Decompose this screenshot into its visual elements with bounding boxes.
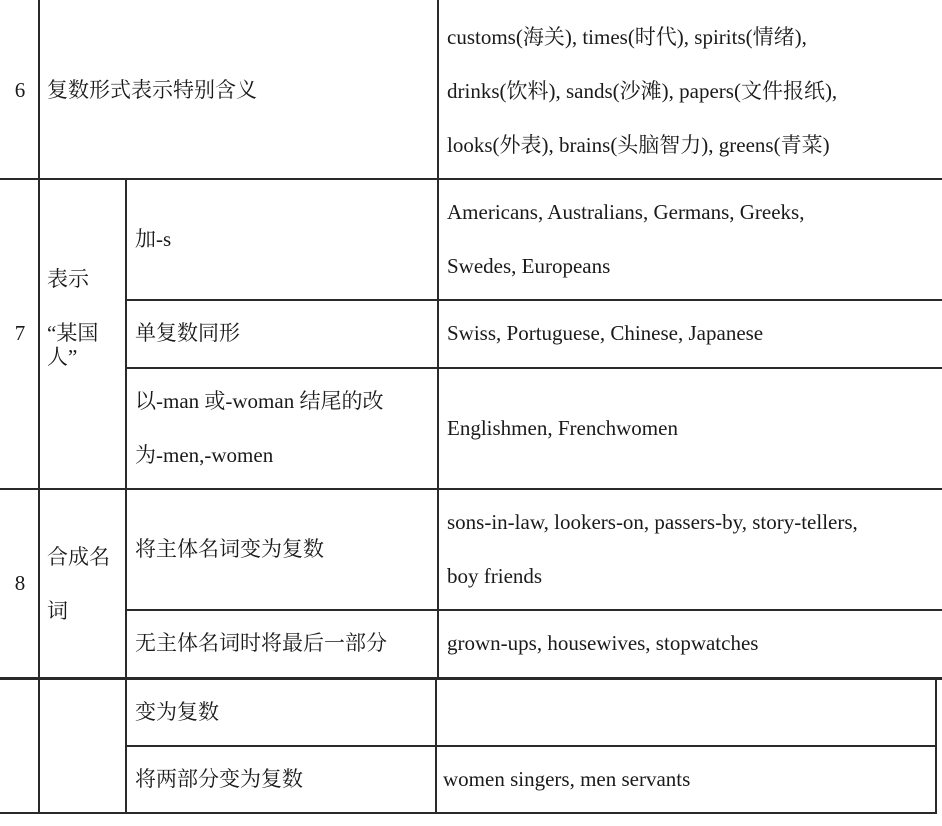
category-line: 合成名 [47, 545, 110, 569]
example-line: boy friends [447, 564, 543, 588]
grid-line [125, 299, 942, 301]
category-cell [47, 252, 98, 384]
row-number: 8 [14, 571, 26, 595]
rule-line: 无主体名词时将最后一部分 [135, 631, 387, 655]
examples-cell [447, 616, 758, 670]
example-line: drinks(饮料), sands(沙滩), papers(文件报纸), [447, 79, 838, 103]
grid-line [38, 679, 40, 814]
rule-line: 将两部分变为复数 [135, 767, 303, 791]
example-line: Englishmen, Frenchwomen [447, 416, 678, 440]
example-line: sons-in-law, lookers-on, passers-by, story-tellers, [447, 510, 858, 534]
rule-line: 单复数同形 [135, 321, 240, 345]
rule-line: 将主体名词变为复数 [135, 537, 324, 561]
rule-cell [135, 752, 303, 806]
rule-cell [135, 685, 219, 739]
example-line: looks(外表), brains(头脑智力), greens(青菜) [447, 133, 830, 157]
rule-label: 复数形式表示特别含义 [47, 78, 257, 102]
grid-line [0, 812, 937, 814]
grid-line [437, 0, 439, 679]
category-line: 词 [47, 599, 68, 623]
category-line: 人” [47, 345, 78, 369]
grid-line [0, 677, 942, 680]
examples-cell [443, 752, 690, 806]
category-line: “某国 [47, 321, 99, 345]
examples-cell [447, 495, 858, 603]
example-line: grown-ups, housewives, stopwatches [447, 631, 759, 655]
grid-line [935, 679, 937, 814]
grid-line [125, 609, 942, 611]
examples-cell [447, 10, 837, 172]
rule-line: 为-men,-women [135, 443, 274, 467]
category-line: 表示 [47, 267, 89, 291]
rule-line: 加-s [135, 227, 172, 251]
rule-cell [135, 616, 387, 670]
example-line: women singers, men servants [443, 767, 691, 791]
examples-cell [447, 185, 804, 293]
rule-cell [135, 374, 383, 482]
rule-cell [135, 306, 240, 360]
grid-line [125, 745, 937, 747]
example-line: Swedes, Europeans [447, 254, 611, 278]
example-line: customs(海关), times(时代), spirits(情绪), [447, 25, 807, 49]
examples-cell [447, 401, 678, 455]
rule-line: 以-man 或-woman 结尾的改 [135, 389, 384, 413]
row-number: 6 [14, 78, 26, 102]
rule-line: 变为复数 [135, 700, 219, 724]
category-cell [47, 530, 110, 638]
grid-line [0, 488, 942, 490]
row-number: 7 [14, 321, 26, 345]
grid-line [125, 178, 127, 678]
examples-cell [447, 306, 763, 360]
rule-cell [135, 522, 324, 576]
example-line: Swiss, Portuguese, Chinese, Japanese [447, 321, 764, 345]
rule-cell [135, 212, 171, 266]
grid-line [0, 178, 942, 180]
grid-line [435, 679, 437, 814]
grid-line [125, 679, 127, 814]
grid-line [125, 367, 942, 369]
example-line: Americans, Australians, Germans, Greeks, [447, 200, 805, 224]
